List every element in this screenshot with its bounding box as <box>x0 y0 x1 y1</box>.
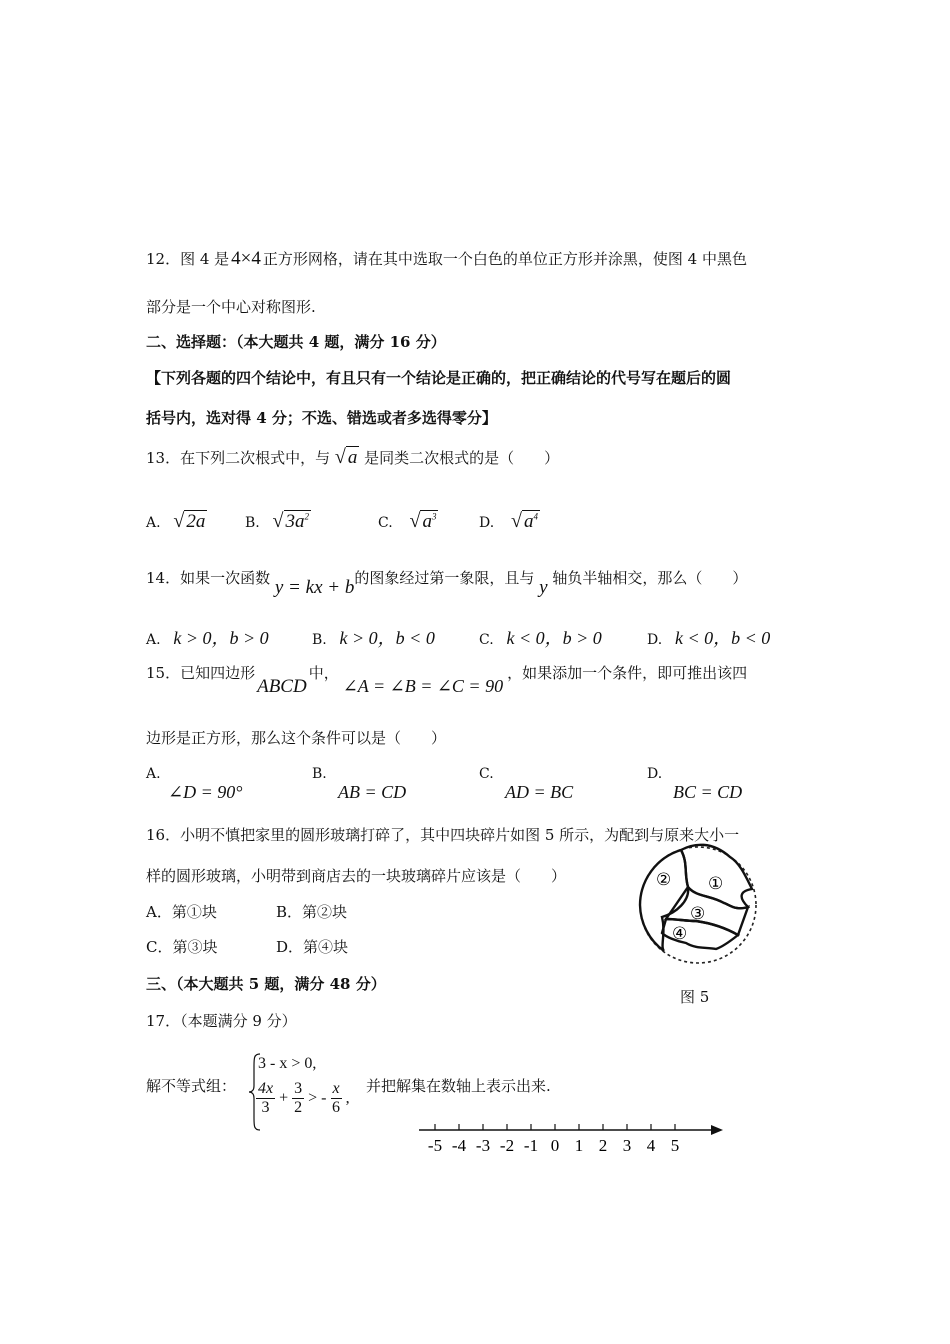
q12-text-b: 正方形网格，请在其中选取一个白色的单位正方形并涂黑，使图 4 中黑色 <box>262 250 747 268</box>
q13-option-b-label: B. <box>245 515 260 531</box>
q13-option-b-sup: 2 <box>304 511 310 522</box>
q15-line2: 边形是正方形，那么这个条件可以是（ ） <box>146 729 447 747</box>
q13-option-b[interactable] <box>245 510 311 533</box>
q15-option-b-text: AB = CD <box>338 782 407 802</box>
q16-option-c[interactable]: C．第③块 <box>146 938 218 956</box>
q12-line1 <box>146 248 747 270</box>
section2-instruction-2: 括号内，选对得 4 分；不选、错选或者多选得零分】 <box>146 409 497 427</box>
q15-option-b-label: B. <box>312 766 327 782</box>
number-line-label: 2 <box>598 1136 608 1155</box>
q12-line2: 部分是一个中心对称图形. <box>146 298 316 316</box>
q17-frac2-num: 3 <box>294 1080 303 1097</box>
q16-option-d[interactable]: D．第④块 <box>276 938 349 956</box>
q13-option-d-label: D. <box>479 515 495 531</box>
q13-option-a[interactable] <box>146 510 207 533</box>
number-line-label: -2 <box>499 1136 515 1155</box>
q17-frac1-den: 3 <box>261 1099 270 1116</box>
number-line-label: 4 <box>646 1136 656 1155</box>
q17-comma: , <box>345 1089 350 1107</box>
q17-inequality-2 <box>256 1080 350 1117</box>
q17-number-line <box>417 1118 727 1158</box>
q13-sqrt: √ a <box>334 446 358 468</box>
figure-5-broken-glass <box>636 843 760 967</box>
q16-line2: 样的圆形玻璃，小明带到商店去的一块玻璃碎片应该是（ ） <box>146 867 567 885</box>
q14-option-b-text: k > 0，b < 0 <box>339 628 435 648</box>
section2-title: 二、选择题：（本大题共 4 题，满分 16 分） <box>146 333 446 351</box>
q15-option-d[interactable] <box>647 764 742 803</box>
q14-option-b-label: B. <box>312 632 327 648</box>
q17-lead: 解不等式组： <box>146 1077 237 1095</box>
q13-option-d-body: a <box>523 511 534 532</box>
number-line-label: 1 <box>574 1136 584 1155</box>
q17-inequality-1 <box>258 1054 316 1073</box>
q14-option-b[interactable] <box>312 624 435 650</box>
q15-math: ABCD <box>257 676 307 697</box>
q17-frac3-den: 6 <box>332 1099 341 1116</box>
q12-math: 4×4 <box>231 248 261 269</box>
q13-option-a-sqrt: √ 2a <box>173 510 206 532</box>
q13-option-d-sup: 4 <box>533 511 538 522</box>
section3-title: 三、（本大题共 5 题，满分 48 分） <box>146 975 386 993</box>
q14-stem-b: 的图象经过第一象限，且与 <box>354 569 535 587</box>
q13-radicand: a <box>347 447 358 468</box>
q14-stem-a: 14．如果一次函数 <box>146 569 271 587</box>
number-line-label: -1 <box>523 1136 539 1155</box>
q13-option-b-body: 3a <box>285 511 305 532</box>
q13-option-c-sqrt: √ $a^3$ <box>409 510 437 532</box>
q16-option-a[interactable]: A．第①块 <box>146 903 217 921</box>
q15-math-angles: ∠A = ∠B = ∠C = 90 <box>342 676 504 696</box>
fig5-label-1: ① <box>708 874 724 894</box>
q13-option-c[interactable] <box>378 510 438 533</box>
q17-frac2 <box>292 1080 304 1117</box>
q15-option-c-text: AD = BC <box>505 782 574 802</box>
q13-option-b-sqrt: √ $3a^2$ <box>272 510 310 532</box>
q13-option-a-label: A. <box>146 515 161 531</box>
fig5-label-4: ④ <box>672 924 688 944</box>
q14-stem <box>146 567 748 598</box>
q14-option-d[interactable] <box>647 624 770 650</box>
number-line-label: -3 <box>475 1136 491 1155</box>
q15-option-c[interactable] <box>479 764 573 803</box>
fig5-caption: 图 5 <box>680 988 710 1006</box>
q14-option-a[interactable] <box>146 624 269 650</box>
number-line-label: -5 <box>427 1136 443 1155</box>
q14-option-a-label: A. <box>146 632 161 648</box>
number-line-arrow <box>711 1125 723 1135</box>
q14-stem-c: 轴负半轴相交，那么（ ） <box>552 569 748 587</box>
q15-option-d-text: BC = CD <box>673 782 743 802</box>
q14-option-c-text: k < 0，b > 0 <box>506 628 602 648</box>
number-line-label: 5 <box>670 1136 680 1155</box>
q15-option-a[interactable] <box>146 764 242 803</box>
q13-stem-a: 13．在下列二次根式中，与 <box>146 449 331 467</box>
q12-text-a: 12．图 4 是 <box>146 250 230 268</box>
q17-plus: + <box>279 1089 289 1107</box>
number-line-label: 0 <box>550 1136 560 1155</box>
q17-header: 17．（本题满分 9 分） <box>146 1012 297 1030</box>
q15-option-c-label: C. <box>479 766 494 782</box>
q14-option-d-label: D. <box>647 632 663 648</box>
q16-line1: 16．小明不慎把家里的圆形玻璃打碎了，其中四块碎片如图 5 所示，为配到与原来大小一 <box>146 826 740 844</box>
q15-option-b[interactable] <box>312 764 406 803</box>
q15-stem-b: 中， <box>308 664 339 682</box>
number-line-label: -4 <box>451 1136 467 1155</box>
q13-stem-b: 是同类二次根式的是（ ） <box>364 449 560 467</box>
q17-gt-minus: > - <box>308 1089 327 1107</box>
q15-option-a-text: ∠D = 90° <box>168 782 243 802</box>
q17-frac2-den: 2 <box>294 1099 303 1116</box>
q13-option-c-sup: 3 <box>431 511 437 522</box>
section2-instruction-1: 【下列各题的四个结论中，有且只有一个结论是正确的，把正确结论的代号写在题后的圆 <box>146 369 732 387</box>
q14-option-d-text: k < 0，b < 0 <box>674 628 771 648</box>
q17-tail: 并把解集在数轴上表示出来. <box>366 1077 551 1095</box>
q16-option-b[interactable]: B．第②块 <box>276 903 348 921</box>
q13-option-d-sqrt: √ $a^4$ <box>510 510 538 532</box>
q17-frac1 <box>256 1080 275 1117</box>
number-line-label: 3 <box>622 1136 632 1155</box>
q14-math-y: y <box>539 577 548 598</box>
q13-stem <box>146 446 559 469</box>
q17-ineq1-text: 3 - x > 0, <box>258 1055 317 1072</box>
q15-stem <box>146 662 748 697</box>
q14-option-c-label: C. <box>479 632 494 648</box>
q17-frac1-num: 4x <box>258 1080 274 1097</box>
fig5-label-2: ② <box>656 870 672 890</box>
q15-option-d-label: D. <box>647 766 663 782</box>
fig5-label-3: ③ <box>690 904 706 924</box>
q13-option-c-label: C. <box>378 515 393 531</box>
q14-math: y = kx + b <box>274 577 355 598</box>
q14-option-a-text: k > 0，b > 0 <box>173 628 269 648</box>
q13-option-a-body: 2a <box>186 511 206 532</box>
q17-frac3-num: x <box>332 1080 340 1097</box>
q17-frac3 <box>331 1080 342 1117</box>
q14-option-c[interactable] <box>479 624 602 650</box>
q15-stem-c: ，如果添加一个条件，即可推出该四 <box>507 664 748 682</box>
q13-option-d[interactable] <box>479 510 540 533</box>
q15-option-a-label: A. <box>146 766 161 782</box>
q15-stem-a: 15．已知四边形 <box>146 664 256 682</box>
q13-option-c-body: a <box>422 511 432 532</box>
